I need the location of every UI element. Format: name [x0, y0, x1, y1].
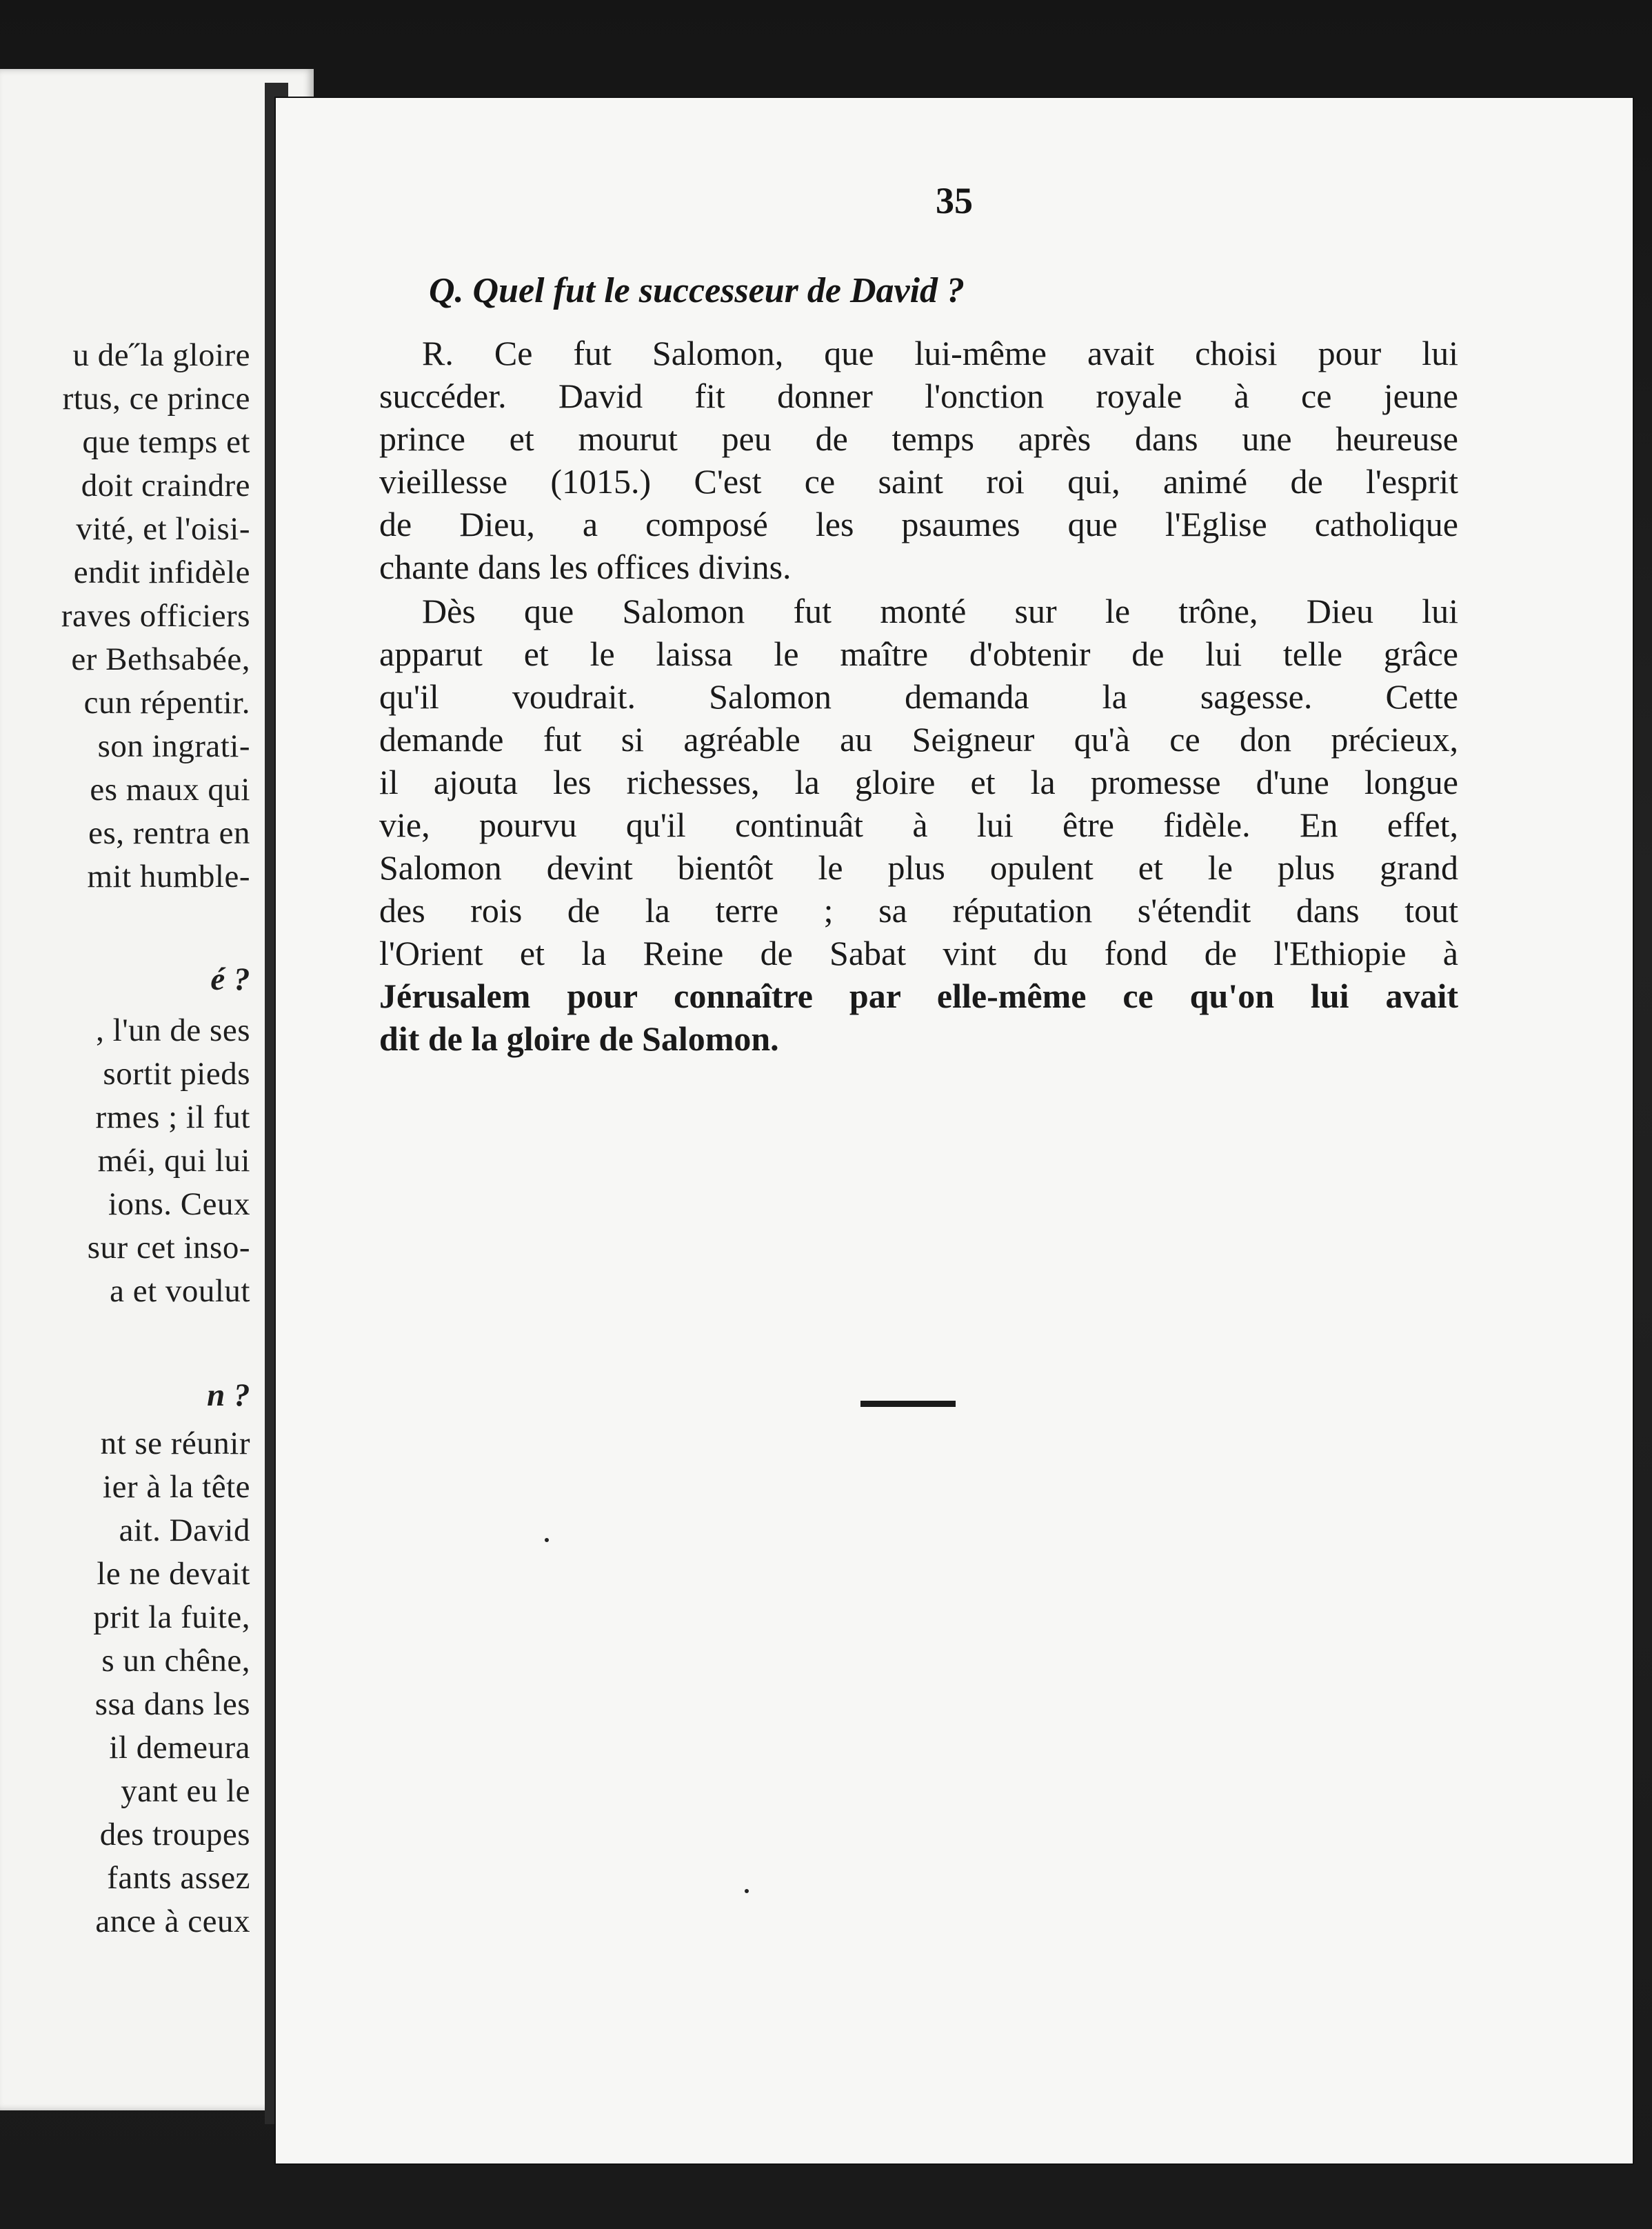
paragraph-line: Dès que Salomon fut monté sur le trône, Dieu lui [422, 592, 1458, 630]
left-text-line: le ne devait [97, 1556, 250, 1592]
left-text-line: , l'un de ses [96, 1012, 250, 1048]
paragraph-line: des rois de la terre ; sa réputation s'étendit dans tout [379, 891, 1458, 930]
left-text-line: méi, qui lui [97, 1143, 250, 1179]
answer-line: de Dieu, a composé les psaumes que l'Eglise catholique [379, 505, 1458, 543]
main-page [276, 98, 1633, 2163]
print-speck [745, 1889, 749, 1893]
paragraph-line: Jérusalem pour connaître par elle-même ce qu'on lui avait [379, 977, 1458, 1015]
paragraph-line: l'Orient et la Reine de Sabat vint du fond de l'Ethiopie à [379, 934, 1458, 972]
left-text-line: son ingrati- [97, 728, 250, 764]
page-number: 35 [936, 180, 973, 221]
paragraph-line: il ajouta les richesses, la gloire et la promesse d'une longue [379, 763, 1458, 801]
left-text-line: fants assez [107, 1860, 250, 1896]
left-text-line: ssa dans les [94, 1686, 250, 1722]
left-text-line: sortit pieds [103, 1056, 250, 1092]
left-text-line: mit humble- [87, 859, 250, 894]
paragraph-line: Salomon devint bientôt le plus opulent et le plus grand [379, 848, 1458, 887]
answer-line: R. Ce fut Salomon, que lui-même avait choisi pour lui [422, 334, 1458, 372]
left-text-line: s un chêne, [101, 1643, 250, 1679]
left-text-line: yant eu le [121, 1773, 250, 1809]
left-text-line: cun répentir. [83, 685, 250, 721]
question-heading: Q. Quel fut le successeur de David ? [429, 271, 965, 310]
section-end-rule [860, 1401, 956, 1407]
left-text-line: ier à la tête [103, 1469, 250, 1505]
paragraph-line: apparut et le laissa le maître d'obtenir de lui telle grâce [379, 634, 1458, 673]
left-text-line: vité, et l'oisi- [76, 511, 250, 547]
answer-line: chante dans les offices divins. [379, 548, 792, 586]
paragraph-line: qu'il voudrait. Salomon demanda la sagesse. Cette [379, 677, 1458, 716]
left-text-line: ions. Ceux [108, 1186, 250, 1222]
left-text-line: es maux qui [90, 772, 250, 808]
print-speck [545, 1538, 549, 1542]
left-text-line: nt se réunir [100, 1426, 250, 1461]
left-text-line: prit la fuite, [93, 1599, 250, 1635]
left-text-line: es, rentra en [88, 815, 250, 851]
left-text-line: que temps et [82, 424, 250, 460]
left-text-line: er Bethsabée, [71, 641, 250, 677]
answer-line: succéder. David fit donner l'onction royale à ce jeune [379, 377, 1458, 415]
left-text-line: ait. David [119, 1512, 250, 1548]
paragraph-line: vie, pourvu qu'il continuât à lui être fidèle. En effet, [379, 806, 1458, 844]
left-text-line: ance à ceux [95, 1903, 250, 1939]
left-question-line: é ? [210, 961, 250, 997]
answer-line: vieillesse (1015.) C'est ce saint roi qui, animé de l'esprit [379, 462, 1458, 501]
left-text-line: endit infidèle [73, 554, 250, 590]
left-text-line: a et voulut [110, 1273, 250, 1309]
answer-line: prince et mourut peu de temps après dans une heureuse [379, 419, 1458, 458]
left-text-line: il demeura [109, 1730, 250, 1766]
left-text-line: u de˝la gloire [72, 337, 250, 373]
paragraph-line: dit de la gloire de Salomon. [379, 1019, 779, 1058]
left-text-line: des troupes [99, 1817, 250, 1852]
left-text-line: doit craindre [81, 468, 250, 503]
left-text-line: rtus, ce prince [62, 381, 250, 417]
left-text-line: rmes ; il fut [95, 1099, 250, 1135]
paragraph-line: demande fut si agréable au Seigneur qu'à ce don précieux, [379, 720, 1458, 759]
left-question-line: n ? [207, 1377, 250, 1413]
left-text-line: sur cet inso- [87, 1230, 250, 1266]
left-text-line: raves officiers [61, 598, 250, 634]
